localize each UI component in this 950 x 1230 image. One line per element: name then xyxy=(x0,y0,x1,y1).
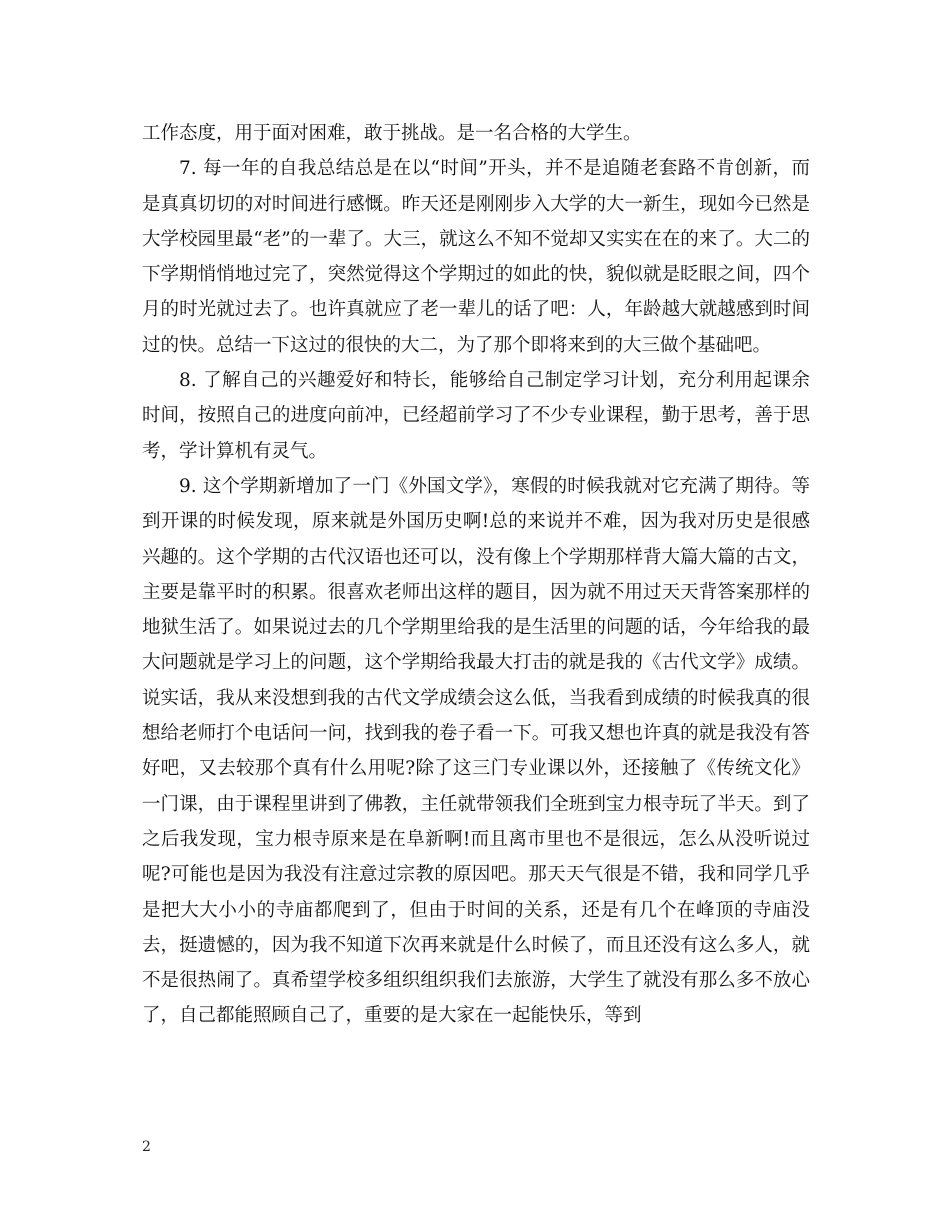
paragraph-8 xyxy=(142,363,810,469)
page-number: 2 xyxy=(142,1139,151,1155)
paragraph-number: 9. xyxy=(179,475,197,497)
paragraph-text: 了解自己的兴趣爱好和特长，能够给自己制定学习计划，充分利用起课余时间，按照自己的进度向前冲，已经超前学习了不少专业课程，勤于思考，善于思考，学计算机有灵气。 xyxy=(142,370,810,462)
paragraph-text: 这个学期新增加了一门《外国文学》，寒假的时候我就对它充满了期待。等到开课的时候发现，原来就是外国历史啊!总的来说并不难，因为我对历史是很感兴趣的。这个学期的古代汉语也还可以，没有像上个学期那样背大篇大篇的古文，主要是靠平时的积累。很喜欢老师出这样的题目，因为就不用过天天背答案那样的地狱生活了。如果说过去的几个学期里给我的是生活里的问题的话，今年给我的最大问题就是学习上的问题，这个学期给我最大打击的就是我的《古代文学》成绩。说实话，我从来没想到我的古代文学成绩会这么低，当我看到成绩的时候我真的很想给老师打个电话问一问，找到我的卷子看一下。可我又想也许真的就是我没有答好吧，又去较那个真有什么用呢?除了这三门专业课以外，还接触了《传统文化》一门课，由于课程里讲到了佛教，主任就带领我们全班到宝力根寺玩了半天。到了之后我发现，宝力根寺原来是在阜新啊!而且离市里也不是很远，怎么从没听说过呢?可能也是因为我没有注意过宗教的原因吧。那天天气很是不错，我和同学几乎是把大大小小的寺庙都爬到了，但由于时间的关系，还是有几个在峰顶的寺庙没去，挺遗憾的，因为我不知道下次再来就是什么时候了，而且还没有这么多人，就不是很热闹了。真希望学校多组织组织我们去旅游，大学生了就没有那么多不放心了，自己都能照顾自己了，重要的是大家在一起能快乐，等到 xyxy=(142,475,810,1027)
paragraph-text: 工作态度，用于面对困难，敢于挑战。是一名合格的大学生。 xyxy=(142,123,642,144)
paragraph-text: 每一年的自我总结总是在以“时间”开头，并不是追随老套路不肯创新，而是真真切切的对时间进行感慨。昨天还是刚刚步入大学的大一新生，现如今已然是大学校园里最“老”的一辈了。大三，就这么不知不觉却又实实在在的来了。大二的下学期悄悄地过完了，突然觉得这个学期过的如此的快，貌似就是眨眼之间，四个月的时光就过去了。也许真就应了老一辈儿的话了吧：人，年龄越大就越感到时间过的快。总结一下这过的很快的大二，为了那个即将来到的大三做个基础吧。 xyxy=(142,158,810,356)
paragraph-9 xyxy=(142,469,810,1034)
paragraph-number: 8. xyxy=(179,370,197,392)
paragraph-continued xyxy=(142,116,810,151)
paragraph-number: 7. xyxy=(179,158,197,180)
body-text xyxy=(142,116,810,1034)
paragraph-7 xyxy=(142,151,810,363)
